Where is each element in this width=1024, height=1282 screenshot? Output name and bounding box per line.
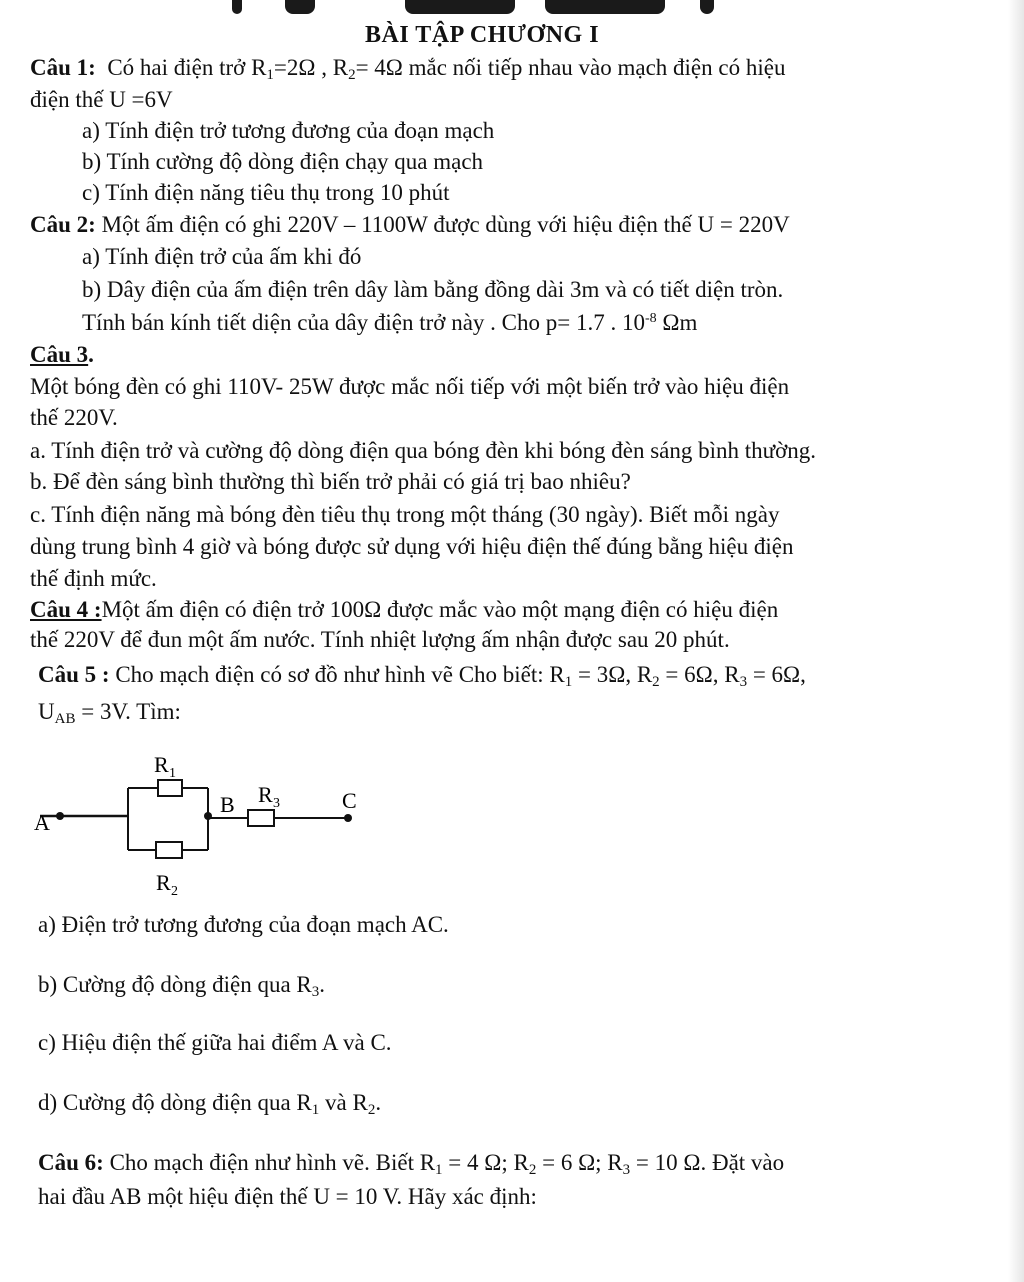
q1-text-b: =2Ω , R — [273, 55, 349, 80]
q5-label: Câu 5 : — [38, 662, 110, 687]
page-title: BÀI TẬP CHƯƠNG I — [365, 22, 600, 48]
q2-item-b2 — [82, 308, 697, 338]
q1-line1 — [30, 53, 785, 83]
q5-b-post: . — [319, 972, 326, 997]
node-b-label: B — [220, 792, 235, 817]
q5-item-a: a) Điện trở tương đương của đoạn mạch AC. — [38, 912, 449, 937]
q2-text: Một ấm điện có ghi 220V – 1100W được dùng với hiệu điện thế U = 220V — [101, 212, 790, 237]
q5-u: U — [38, 699, 55, 724]
cropped-mark — [232, 0, 242, 14]
page-right-shadow — [1008, 0, 1024, 1282]
r3-label: R — [258, 782, 273, 807]
q4-label: Câu 4 : — [30, 597, 102, 622]
q2-b2-post: Ωm — [656, 310, 698, 335]
q3-item-a: a. Tính điện trở và cường độ dòng điện qua bóng đèn khi bóng đèn sáng bình thường. — [30, 438, 817, 463]
q3-label-dot: . — [88, 342, 94, 367]
q5-sub-r3: 3 — [739, 674, 748, 690]
q3-label: Câu 3 — [30, 342, 89, 367]
q6-t3: = 10 Ω. Đặt vào — [630, 1150, 785, 1175]
resistor-r1 — [158, 780, 182, 796]
q4-text: Một ấm điện có điện trở 100Ω được mắc vào một mạng điện có hiệu điện — [101, 597, 779, 622]
q5-d-sub2: 2 — [367, 1102, 376, 1118]
q1-line2: điện thế U =6V — [30, 87, 173, 112]
node-a-label: A — [34, 810, 50, 835]
circuit-diagram — [28, 748, 388, 908]
q2-line1 — [30, 210, 790, 240]
q2-label: Câu 2: — [30, 212, 96, 237]
q3-line2: thế 220V. — [30, 405, 118, 430]
q5-b-sub: 3 — [311, 984, 320, 1000]
q6-line2: hai đầu AB một hiệu điện thế U = 10 V. Hãy xác định: — [38, 1184, 537, 1209]
q6-pre: Cho mạch điện như hình vẽ. Biết R — [109, 1150, 436, 1175]
cropped-mark — [545, 0, 665, 14]
q5-line2 — [38, 697, 181, 727]
q3-line1: Một bóng đèn có ghi 110V- 25W được mắc nối tiếp với một biến trở vào hiệu điện — [30, 374, 790, 399]
q5-b-pre: b) Cường độ dòng điện qua R — [38, 972, 312, 997]
q2-b2-pre: Tính bán kính tiết diện của dây điện trở này . Cho p= 1.7 . 10 — [82, 310, 645, 335]
q5-t2: = 6Ω, R — [659, 662, 740, 687]
r1-label: R — [154, 752, 169, 777]
q2-item-b: b) Dây điện của ấm điện trên dây làm bằng đồng dài 3m và có tiết diện tròn. — [82, 277, 784, 302]
q6-t1: = 4 Ω; R — [442, 1150, 529, 1175]
q5-u-sub: AB — [54, 711, 76, 727]
q3-item-c2: dùng trung bình 4 giờ và bóng được sử dụng với hiệu điện thế đúng bằng hiệu điện — [30, 534, 794, 559]
resistor-r3 — [248, 810, 274, 826]
q1-sub2: 2 — [348, 67, 356, 83]
r3-label-sub: 3 — [273, 796, 280, 811]
cropped-mark — [405, 0, 515, 14]
q6-sub3: 3 — [622, 1162, 631, 1178]
q1-item-b: b) Tính cường độ dòng điện chạy qua mạch — [82, 149, 484, 174]
q3-item-c3: thế định mức. — [30, 566, 157, 591]
resistor-r2 — [156, 842, 182, 858]
q3-item-c1: c. Tính điện năng mà bóng đèn tiêu thụ trong một tháng (30 ngày). Biết mỗi ngày — [30, 502, 780, 527]
node-c-dot — [344, 814, 352, 822]
q5-pre: Cho mạch điện có sơ đồ như hình vẽ Cho biết: R — [115, 662, 565, 687]
r2-label-sub: 2 — [171, 884, 178, 899]
q5-t3: = 6Ω, — [747, 662, 806, 687]
q6-sub2: 2 — [528, 1162, 537, 1178]
node-a-dot — [56, 812, 64, 820]
q5-d-mid: và R — [319, 1090, 368, 1115]
q3-item-b: b. Để đèn sáng bình thường thì biến trở phải có giá trị bao nhiêu? — [30, 469, 631, 494]
q5-line1 — [38, 660, 806, 690]
cropped-mark — [285, 0, 315, 14]
q5-line2-post: = 3V. Tìm: — [75, 699, 181, 724]
q6-t2: = 6 Ω; R — [536, 1150, 623, 1175]
q5-d-post: . — [375, 1090, 382, 1115]
node-c-label: C — [342, 788, 357, 813]
q1-item-c: c) Tính điện năng tiêu thụ trong 10 phút — [82, 180, 450, 205]
q1-label: Câu 1: — [30, 55, 96, 80]
q5-sub-r1: 1 — [564, 674, 573, 690]
q4-line2: thế 220V để đun một ấm nước. Tính nhiệt lượng ấm nhận được sau 20 phút. — [30, 627, 730, 652]
r1-label-sub: 1 — [169, 766, 176, 781]
q1-item-a: a) Tính điện trở tương đương của đoạn mạch — [82, 118, 495, 143]
q5-item-c: c) Hiệu điện thế giữa hai điểm A và C. — [38, 1030, 392, 1055]
r2-label: R — [156, 870, 171, 895]
q6-sub1: 1 — [435, 1162, 443, 1178]
q5-item-d — [38, 1088, 381, 1118]
cropped-mark — [700, 0, 714, 14]
top-cropped-edge — [0, 0, 1024, 16]
q5-sub-r2: 2 — [652, 674, 660, 690]
q6-line1 — [38, 1148, 784, 1178]
q1-text-c: = 4Ω mắc nối tiếp nhau vào mạch điện có hiệu — [355, 55, 786, 80]
q5-t1: = 3Ω, R — [572, 662, 653, 687]
node-b-dot — [204, 812, 212, 820]
q6-label: Câu 6: — [38, 1150, 104, 1175]
q5-d-pre: d) Cường độ dòng điện qua R — [38, 1090, 312, 1115]
q1-sub1: 1 — [266, 67, 274, 83]
q4-line1 — [30, 595, 778, 625]
q5-d-sub1: 1 — [311, 1102, 320, 1118]
q5-item-b — [38, 970, 325, 1000]
q2-item-a: a) Tính điện trở của ấm khi đó — [82, 244, 362, 269]
q3-label-line — [30, 340, 94, 370]
q2-b2-sup: -8 — [644, 311, 657, 326]
q1-text-a: Có hai điện trở R — [107, 55, 267, 80]
